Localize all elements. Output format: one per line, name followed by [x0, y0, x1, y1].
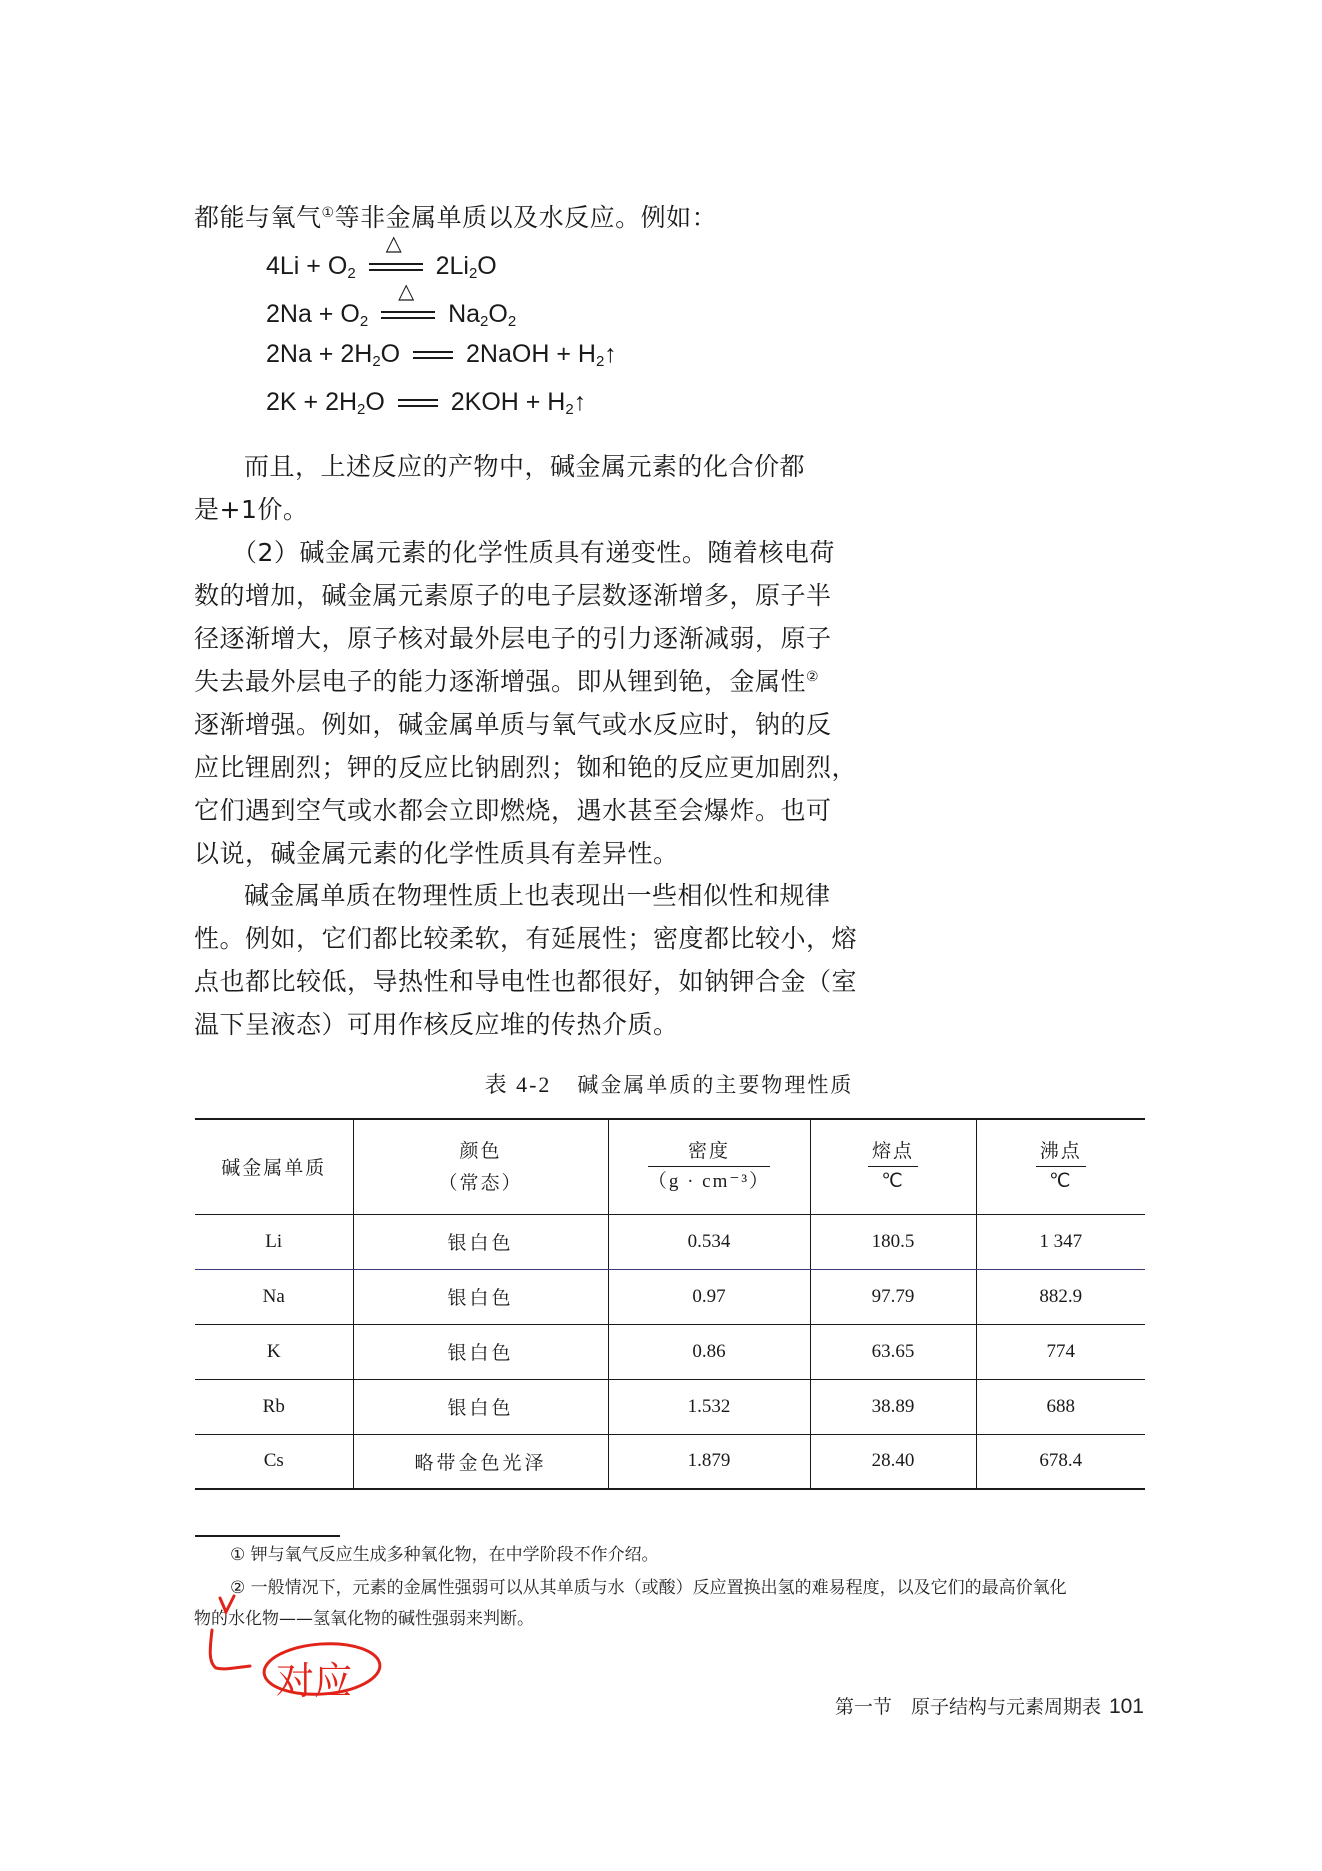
- cell-melting-point: 28.40: [810, 1434, 976, 1489]
- bracket-stroke: [210, 1630, 250, 1669]
- header-melting-point: $\frac{\text{熔点}}{℃}$: [810, 1119, 976, 1214]
- gas-arrow: ↑: [573, 388, 587, 416]
- equation-4: $2K + 2H_2O$ $2KOH + H_2↑$: [266, 388, 587, 418]
- cell-melting-point: 63.65: [810, 1324, 976, 1379]
- intro-line: 都能与氧气①等非金属单质以及水反应。例如：: [194, 203, 718, 232]
- cell-boiling-point: 774: [976, 1324, 1145, 1379]
- page-number: 101: [1108, 1695, 1144, 1718]
- cell-boiling-point: 678.4: [1039, 1450, 1083, 1472]
- table-row: [195, 1214, 1145, 1269]
- cell-boiling-point: 688: [976, 1379, 1145, 1434]
- cell-melting-point: 97.79: [810, 1269, 976, 1324]
- equation-3: $2Na + 2H_2O$ 2NaOH + $H_2↑$: [266, 340, 617, 370]
- check-mark-icon: [220, 1596, 234, 1612]
- footnote-mark-2: ②: [806, 669, 820, 685]
- cell-density: 1.879: [608, 1434, 810, 1489]
- cell-density: 0.97: [608, 1269, 810, 1324]
- footnote-1: ① 钾与氧气反应生成多种氧化物，在中学阶段不作介绍。: [230, 1545, 659, 1565]
- paragraph-reactivity: （2）碱金属元素的化学性质具有递变性。随着核电荷 数的增加，碱金属元素原子的电子层数逐渐增多，原子半 径逐渐增大，原子核对最外层电子的引力逐渐减弱，原子 失去最外层电子的能力逐渐增强。即从锂到铯，金属性② 逐渐增强。例如，碱金属单质与氧气或水反应时，钠的反 应比锂剧烈；钾的反应比钠剧烈；铷和铯的反应更加剧烈， 它们遇到空气或水都会立即燃烧，遇水甚至会爆炸。也可 以说，碱金属元素的化学性质具有差异性。: [194, 538, 858, 868]
- page-footer: [835, 1692, 1144, 1719]
- paragraph-physical: 碱金属单质在物理性质上也表现出一些相似性和规律 性。例如，它们都比较柔软，有延展性；密度都比较小，熔 点也都比较低，导热性和导电性也都很好，如钠钾合金（室 温下呈液态）可用作核反应堆的传热介质。: [194, 881, 858, 1039]
- cell-element: Na: [195, 1269, 353, 1324]
- table-header-row: [195, 1119, 1145, 1214]
- equation-1: $4Li + O_2$ △ $2Li_2O$: [266, 232, 497, 282]
- cell-density: 0.86: [608, 1324, 810, 1379]
- cell-element: K: [195, 1324, 353, 1379]
- cell-density: 0.534: [608, 1214, 810, 1269]
- footnote-2-continued: 物的水化物——氢氧化物的碱性强弱来判断。: [194, 1609, 534, 1629]
- cell-density: 1.532: [608, 1379, 810, 1434]
- heating-condition: △: [369, 257, 423, 277]
- cell-color: 银白色: [353, 1379, 608, 1434]
- footnote-mark-1: ①: [321, 205, 335, 221]
- section-title: 第一节 原子结构与元素周期表: [834, 1696, 1101, 1718]
- cell-boiling-point: 882.9: [976, 1269, 1145, 1324]
- table-row: [195, 1434, 1145, 1489]
- table-row: [195, 1269, 1145, 1324]
- heating-condition: △: [381, 305, 435, 325]
- cell-melting-point: 180.5: [810, 1214, 976, 1269]
- cell-color: 银白色: [353, 1269, 608, 1324]
- cell-element: Li: [195, 1214, 353, 1269]
- header-color: 颜色 （常态）: [353, 1119, 608, 1214]
- cell-boiling-point: 1 347: [976, 1214, 1145, 1269]
- table-caption: 表 4-2 碱金属单质的主要物理性质: [484, 1072, 854, 1097]
- cell-melting-point: 38.89: [810, 1379, 976, 1434]
- cell-element: Cs: [195, 1434, 353, 1489]
- physical-properties-table: [195, 1118, 1145, 1490]
- header-density: $\frac{\text{密度}}{\text{（g · cm⁻³）}}$: [608, 1119, 810, 1214]
- header-boiling-point: $\frac{\text{沸点}}{℃}$: [976, 1119, 1145, 1214]
- cell-element: Rb: [195, 1379, 353, 1434]
- header-element: 碱金属单质: [195, 1119, 353, 1214]
- cell-color: 银白色: [353, 1214, 608, 1269]
- table-row: [195, 1324, 1145, 1379]
- gas-arrow: ↑: [604, 340, 617, 368]
- footnote-divider: [195, 1535, 340, 1537]
- handwritten-note: 对应: [276, 1659, 353, 1703]
- table-row: [195, 1379, 1145, 1434]
- cell-color: 银白色: [353, 1324, 608, 1379]
- footnote-2: ② 一般情况下，元素的金属性强弱可以从其单质与水（或酸）反应置换出氢的难易程度，以及它们的最高价氧化: [230, 1578, 1067, 1598]
- paragraph-valence: 而且，上述反应的产物中，碱金属元素的化合价都 是+1价。: [194, 452, 806, 524]
- cell-color: 略带金色光泽: [353, 1434, 608, 1489]
- equation-2: $2Na + O_2$ △ $Na_2O_2$: [266, 280, 517, 330]
